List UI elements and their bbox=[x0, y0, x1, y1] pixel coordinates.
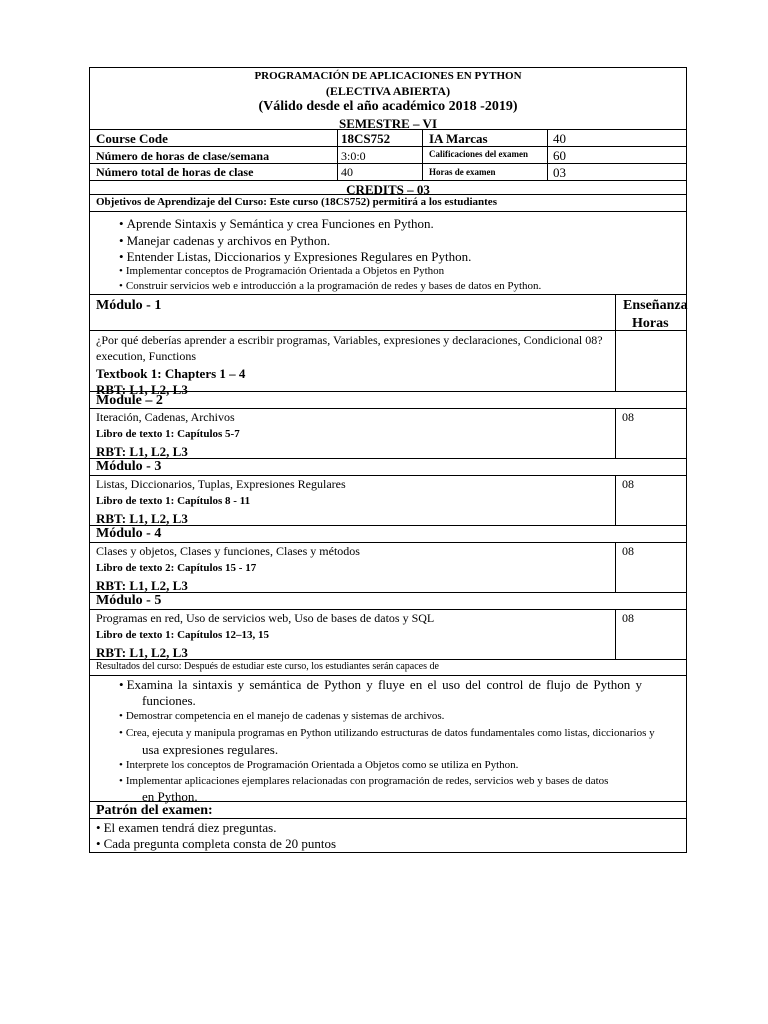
module-3-textbook: Libro de texto 1: Capítulos 8 - 11 bbox=[96, 495, 251, 507]
module-5-header bbox=[90, 592, 686, 609]
module-1-title: Módulo - 1 bbox=[96, 298, 162, 313]
title-block bbox=[90, 68, 686, 129]
exam-heading-row bbox=[90, 801, 686, 818]
total-hours-label: Número total de horas de clase bbox=[96, 165, 254, 179]
module-4-hours: 08 bbox=[622, 544, 634, 558]
module-1-header bbox=[90, 294, 686, 330]
exam-item: • El examen tendrá diez preguntas. bbox=[96, 820, 277, 835]
module-3-topics: Listas, Diccionarios, Tuplas, Expresiones Regulares bbox=[96, 477, 346, 491]
credits-row bbox=[90, 180, 686, 197]
module-2-textbook: Libro de texto 1: Capítulos 5-7 bbox=[96, 428, 240, 440]
info-row-hours-week bbox=[90, 146, 686, 163]
exam-hours-value: 03 bbox=[553, 165, 566, 180]
hours-week-label: Número de horas de clase/semana bbox=[96, 149, 270, 163]
objectives-list bbox=[90, 211, 686, 294]
course-title: PROGRAMACIÓN DE APLICACIONES EN PYTHON bbox=[254, 70, 522, 82]
outcome-item: • Crea, ejecuta y manipula programas en Python utilizando estructuras de datos fundamentales como listas, diccionarios y bbox=[119, 727, 655, 739]
total-hours-value: 40 bbox=[341, 165, 353, 179]
objective-item: • Implementar conceptos de Programación Orientada a Objetos en Python bbox=[119, 265, 445, 277]
course-code-label: Course Code bbox=[96, 131, 168, 146]
course-subtitle: (ELECTIVA ABIERTA) bbox=[325, 84, 451, 98]
module-1-topics: ¿Por qué deberías aprender a escribir programas, Variables, expresiones y declaraciones, Condicional 08? bbox=[96, 333, 603, 347]
module-1-rbt: RBT: L1, L2, L3 bbox=[96, 382, 188, 397]
module-4-header bbox=[90, 525, 686, 542]
outcomes-heading-row bbox=[90, 659, 686, 675]
objective-item: • Construir servicios web e introducción a la programación de redes y bases de datos en Python. bbox=[119, 280, 542, 292]
outcome-item: • Implementar aplicaciones ejemplares relacionadas con programación de redes, servicios web y bases de datos bbox=[119, 775, 609, 787]
module-3-hours: 08 bbox=[622, 477, 634, 491]
objectives-heading-row bbox=[90, 194, 686, 211]
teaching-hours-label: Enseñanza bbox=[623, 298, 688, 313]
module-3-content bbox=[90, 475, 686, 525]
module-2-header bbox=[90, 391, 686, 408]
outcomes-heading: Resultados del curso: Después de estudiar este curso, los estudiantes serán capaces de bbox=[96, 661, 439, 672]
exam-item: • Cada pregunta completa consta de 20 puntos bbox=[96, 836, 337, 851]
module-4-rbt: RBT: L1, L2, L3 bbox=[96, 578, 188, 593]
info-row-course-code bbox=[90, 129, 686, 146]
module-5-content bbox=[90, 609, 686, 659]
objective-item: • Aprende Sintaxis y Semántica y crea Funciones en Python. bbox=[119, 216, 434, 231]
objective-item: • Manejar cadenas y archivos en Python. bbox=[119, 233, 331, 248]
syllabus-document bbox=[89, 67, 687, 853]
exam-heading: Patrón del examen: bbox=[96, 803, 213, 818]
module-5-topics: Programas en red, Uso de servicios web, Uso de bases de datos y SQL bbox=[96, 611, 435, 625]
module-4-content bbox=[90, 542, 686, 592]
outcome-item-cont: en Python. bbox=[142, 789, 198, 804]
module-5-hours: 08 bbox=[622, 611, 634, 625]
objective-item: • Entender Listas, Diccionarios y Expresiones Regulares en Python. bbox=[119, 249, 472, 264]
module-3-rbt: RBT: L1, L2, L3 bbox=[96, 511, 188, 526]
course-code-value: 18CS752 bbox=[341, 131, 391, 146]
module-4-topics: Clases y objetos, Clases y funciones, Clases y métodos bbox=[96, 544, 360, 558]
module-5-textbook: Libro de texto 1: Capítulos 12–13, 15 bbox=[96, 629, 270, 641]
exam-hours-label: Horas de examen bbox=[429, 167, 496, 177]
hours-week-value: 3:0:0 bbox=[341, 149, 366, 163]
module-4-textbook: Libro de texto 2: Capítulos 15 - 17 bbox=[96, 562, 257, 574]
module-2-hours: 08 bbox=[622, 410, 634, 424]
exam-marks-value: 60 bbox=[553, 148, 566, 163]
objectives-heading: Objetivos de Aprendizaje del Curso: Este curso (18CS752) permitirá a los estudiantes bbox=[96, 196, 497, 208]
outcomes-list bbox=[90, 675, 686, 804]
credits-label: CREDITS – 03 bbox=[346, 182, 430, 197]
module-3-header bbox=[90, 458, 686, 475]
module-2-topics: Iteración, Cadenas, Archivos bbox=[96, 410, 235, 424]
module-1-textbook: Textbook 1: Chapters 1 – 4 bbox=[96, 366, 246, 381]
ia-marks-label: IA Marcas bbox=[429, 131, 488, 146]
outcome-item-cont: funciones. bbox=[142, 693, 196, 708]
module-5-rbt: RBT: L1, L2, L3 bbox=[96, 645, 188, 660]
validity-note: (Válido desde el año académico 2018 -2019) bbox=[258, 99, 518, 114]
hours-label: Horas bbox=[632, 316, 669, 331]
module-1-content bbox=[90, 330, 686, 397]
module-2-rbt: RBT: L1, L2, L3 bbox=[96, 444, 188, 459]
outcome-item: • Interprete los conceptos de Programación Orientada a Objetos como se utiliza en Python. bbox=[119, 759, 519, 771]
outcome-item-cont: usa expresiones regulares. bbox=[142, 742, 279, 757]
info-row-total-hours bbox=[90, 163, 686, 180]
exam-marks-label: Calificaciones del examen bbox=[429, 149, 528, 159]
module-3-title: Módulo - 3 bbox=[96, 459, 162, 474]
outcome-item: • Demostrar competencia en el manejo de cadenas y sistemas de archivos. bbox=[119, 710, 445, 722]
module-2-content bbox=[90, 408, 686, 458]
module-1-topics-cont: execution, Functions bbox=[96, 349, 196, 363]
module-5-title: Módulo - 5 bbox=[96, 593, 162, 608]
ia-marks-value: 40 bbox=[553, 131, 566, 146]
exam-list bbox=[90, 818, 686, 852]
outcome-item: • Examina la sintaxis y semántica de Python y fluye en el uso del control de flujo de Python y bbox=[119, 677, 643, 692]
semester-label: SEMESTRE – VI bbox=[338, 116, 437, 131]
module-2-title: Module – 2 bbox=[96, 393, 163, 408]
module-4-title: Módulo - 4 bbox=[96, 526, 162, 541]
